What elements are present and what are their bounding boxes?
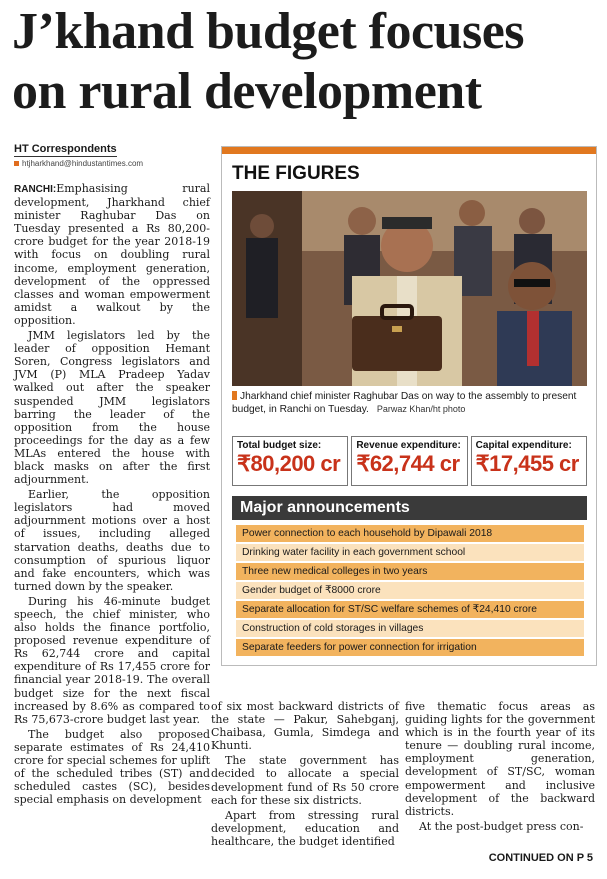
article-paragraph: During his 46-minute budget speech, the chief minister, who also holds the finance portfolio, proposed revenue expenditure of Rs 62,744 crore and capital expenditure of Rs 17,455 crore for financial year 2018-19. The overall budget size for the next fiscal increased by 8.6% as compared to Rs 75,673-crore budget last year. — [14, 594, 210, 726]
figures-title: THE FIGURES — [232, 163, 360, 184]
stat-label: Total budget size: — [237, 440, 322, 451]
article-paragraph: RANCHI:Emphasising rural development, Jharkhand chief minister Raghubar Das on Tuesday presented a Rs 80,200-crore budget for the year 2018-19 with focus on doubling rural income, employment generation, development of the oppressed classes and woman empowerment amidst a walkout by the opposition. — [14, 182, 210, 327]
article-paragraph: Apart from stressing rural development, education and healthcare, the budget identified — [211, 808, 399, 848]
announcement-item: Separate feeders for power connection for irrigation — [236, 639, 584, 656]
headline — [12, 2, 602, 122]
photo-caption — [232, 390, 592, 416]
announcement-item: Drinking water facility in each government school — [236, 544, 584, 561]
stat-capital-expenditure — [471, 436, 587, 486]
stat-value: ₹80,200 cr — [237, 451, 341, 476]
caption-marker — [232, 391, 237, 400]
stat-total-budget — [232, 436, 348, 486]
caption-text: Jharkhand chief minister Raghubar Das on way to the assembly to present budget, in Ranchi on Tuesday. — [232, 391, 577, 415]
continued-on-link[interactable]: CONTINUED ON P 5 — [488, 852, 593, 864]
byline-email: htjharkhand@hindustantimes.com — [14, 159, 214, 168]
stat-label: Capital expenditure: — [475, 440, 572, 451]
figures-box — [221, 146, 597, 666]
article-column-3 — [405, 700, 595, 835]
headline-line-2: on rural development — [12, 63, 482, 120]
article-paragraph: five thematic focus areas as guiding lights for the government which is in the fourth year of its tenure — doubling rural income, employment generation, development of ST/SC, woman empowerment and inclusive development of the backward districts. — [405, 700, 595, 818]
byline — [14, 137, 214, 168]
article-paragraph: Earlier, the opposition legislators had moved adjournment motions over a host of issues, including alleged starvation deaths, deaths due to consumption of spurious liquor and fake encounters, which was turned down by the speaker. — [14, 488, 210, 593]
byline-name: HT Correspondents — [14, 143, 117, 155]
announcement-item: Gender budget of ₹8000 crore — [236, 582, 584, 599]
announcement-item: Power connection to each household by Dipawali 2018 — [236, 525, 584, 542]
stat-value: ₹17,455 cr — [475, 451, 579, 476]
stat-value: ₹62,744 cr — [356, 451, 460, 476]
article-column-2 — [211, 700, 399, 850]
news-photo — [232, 191, 587, 386]
announcements-list — [236, 525, 584, 658]
article-paragraph: of six most backward districts of the state — Pakur, Sahebganj, Chaibasa, Gumla, Simdega and Khunti. — [211, 700, 399, 753]
article-paragraph: The budget also proposed separate estimates of Rs 24,410 crore for special schemes for uplift of the scheduled tribes (ST) and scheduled castes (SC), besides special emphasis on development — [14, 727, 210, 807]
stat-label: Revenue expenditure: — [356, 440, 461, 451]
headline-line-1: J’khand budget focuses — [12, 3, 525, 60]
article-paragraph: JMM legislators led by the leader of opposition Hemant Soren, Congress legislators and JVM (P) MLA Pradeep Yadav walked out after the speaker suspended JMM legislators barring the leader of the opposition from the house proceedings for the day as a few MLAs entered the house with black masks on after the first adjournment. — [14, 329, 210, 487]
announcement-item: Separate allocation for ST/SC welfare schemes of ₹24,410 crore — [236, 601, 584, 618]
stat-revenue-expenditure — [351, 436, 467, 486]
announcement-item: Construction of cold storages in villages — [236, 620, 584, 637]
budget-stats — [232, 436, 587, 486]
article-column-1 — [14, 182, 210, 808]
photo-credit: Parwaz Khan/ht photo — [376, 404, 466, 414]
announcements-heading: Major announcements — [232, 496, 587, 520]
dateline: RANCHI: — [14, 184, 57, 195]
article-paragraph: At the post-budget press con- — [419, 819, 584, 833]
photo-illustration — [232, 191, 587, 386]
announcement-item: Three new medical colleges in two years — [236, 563, 584, 580]
article-paragraph: The state government has decided to allocate a special development fund of Rs 50 crore each for these six districts. — [211, 754, 399, 807]
figures-accent-bar — [222, 147, 596, 154]
